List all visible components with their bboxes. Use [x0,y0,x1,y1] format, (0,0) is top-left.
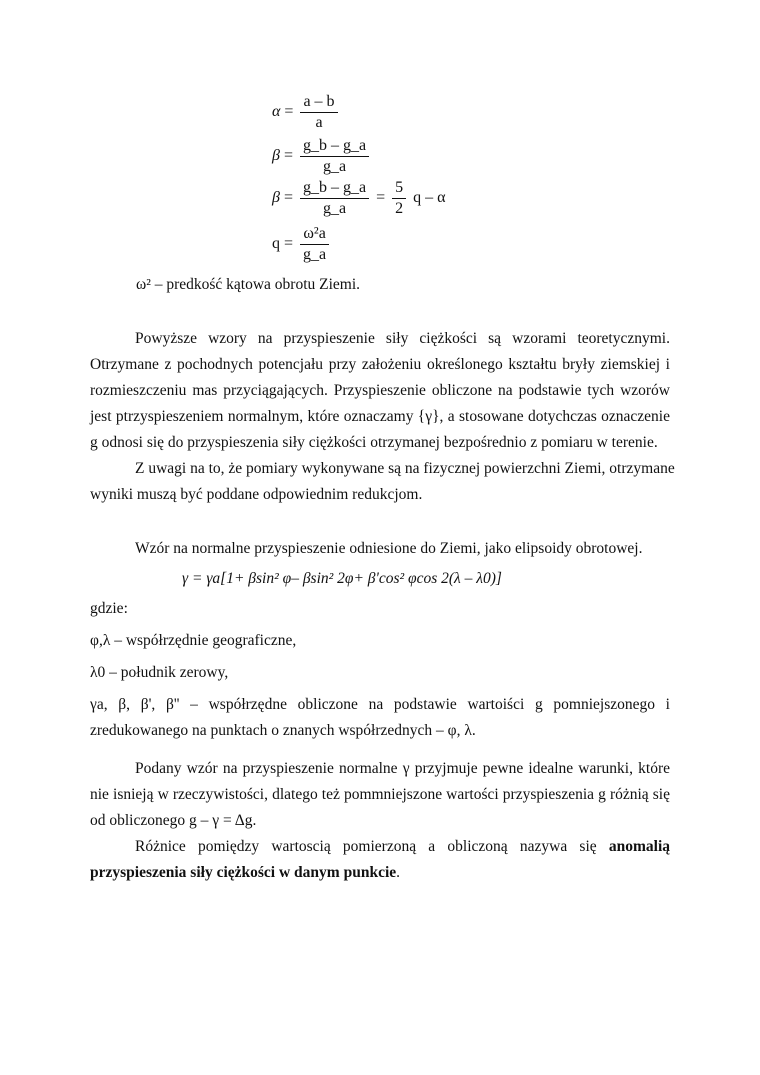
formula-beta2-eq: = [283,189,293,207]
formula-gamma [182,571,502,587]
formula-beta2-fraction [300,180,369,217]
formula-alpha-den: a [315,114,323,131]
formula-beta1-den: g_a [323,158,347,175]
paragraph-1-line: Powyższe wzory na przyspieszenie siły ciężkości są wzorami teoretycznymi. [135,330,670,347]
paragraph-1-line: rozmieszczeniu mas przyciągających. Przyspieszenie obliczone na podstawie tych wzorów [90,382,670,399]
definition-item: γa, β, β', β'' – współrzędne obliczone na podstawie wartoiści g pomniejszonego i [90,696,670,713]
formula-beta2-coef [392,180,406,217]
paragraph-4-line: Podany wzór na przyspieszenie normalne γ przyjmuje pewne idealne warunki, które [135,760,670,777]
definitions [90,596,670,744]
paragraph-5-text: Różnice pomiędzy wartoscią pomierzoną a obliczoną nazywa się [135,838,597,855]
formula-beta1-num: g_b – g_a [300,138,369,157]
paragraph-4 [90,756,670,834]
paragraph-4-line: od obliczonego g – γ = Δg. [90,812,257,829]
formula-beta1-fraction [300,138,369,175]
gdzie-label: gdzie: [90,600,128,617]
formula-gamma-text: γ = γa[1+ βsin² φ– βsin² 2φ+ β'cos² φcos 2(λ – λ0)] [182,570,502,587]
formula-q [272,226,332,263]
definition-item: λ0 – południk zerowy, [90,664,229,681]
paragraph-3 [135,536,675,562]
omega-note [136,272,636,298]
formula-beta-2 [272,180,446,217]
formula-beta2-eq2: = [376,189,386,207]
paragraph-5-end: . [396,864,401,881]
paragraph-5-line-2 [90,860,670,886]
paragraph-2 [90,456,675,508]
paragraph-2-line: wyniki muszą być poddane odpowiednim redukcjom. [90,486,423,503]
formula-alpha-num: a – b [300,94,337,113]
formula-q-eq: = [284,235,294,253]
formula-beta1-eq: = [283,147,293,165]
paragraph-1 [90,326,670,456]
paragraph-1-line: g odnosi się do przyspieszenia siły ciężkości otrzymanej bezpośrednio z pomiaru w terenie. [90,434,658,451]
formula-alpha-eq: = [284,103,294,121]
formula-alpha [272,94,341,131]
paragraph-4-line: nie isnieją w rzeczywistości, dlatego też pommniejszone wartości przyspieszenia g różnią się [90,786,670,803]
paragraph-5-line-1 [90,834,670,860]
paragraph-5-bold-term: anomalią [608,838,671,855]
formula-q-fraction [300,226,329,263]
formula-q-lhs: q [272,235,280,253]
formula-beta-1 [272,138,372,175]
omega-note-text: ω² – predkość kątowa obrotu Ziemi. [136,276,361,293]
formula-alpha-lhs: α [272,103,281,121]
formula-alpha-fraction [300,94,337,131]
formula-beta2-num: g_b – g_a [300,180,369,199]
paragraph-2-line: Z uwagi na to, że pomiary wykonywane są na fizycznej powierzchni Ziemi, otrzymane [135,460,675,477]
formula-beta2-coef-num: 5 [392,180,406,199]
formula-beta2-tail: q – α [413,189,446,207]
paragraph-1-line: Otrzymane z pochodnych potencjału przy założeniu określonego kształtu bryły ziemskiej i [90,356,670,373]
formula-q-num: ω²a [300,226,329,245]
paragraph-5-bold-phrase: przyspieszenia siły ciężkości w danym punkcie [90,864,397,881]
definition-item: zredukowanego na punktach o znanych współrzednych – φ, λ. [90,722,476,739]
formula-beta1-lhs: β [272,147,280,165]
formula-beta2-lhs: β [272,189,280,207]
paragraph-3-line: Wzór na normalne przyspieszenie odniesione do Ziemi, jako elipsoidy obrotowej. [135,540,643,557]
formula-beta2-coef-den: 2 [395,200,404,217]
definition-item: φ,λ – współrzędnie geograficzne, [90,632,297,649]
paragraph-1-line: jest ptrzyspieszeniem normalnym, które oznaczamy {γ}, a stosowane dotychczas oznaczenie [90,408,670,425]
formula-q-den: g_a [303,246,327,263]
formula-beta2-den: g_a [323,200,347,217]
paragraph-5 [90,834,670,886]
